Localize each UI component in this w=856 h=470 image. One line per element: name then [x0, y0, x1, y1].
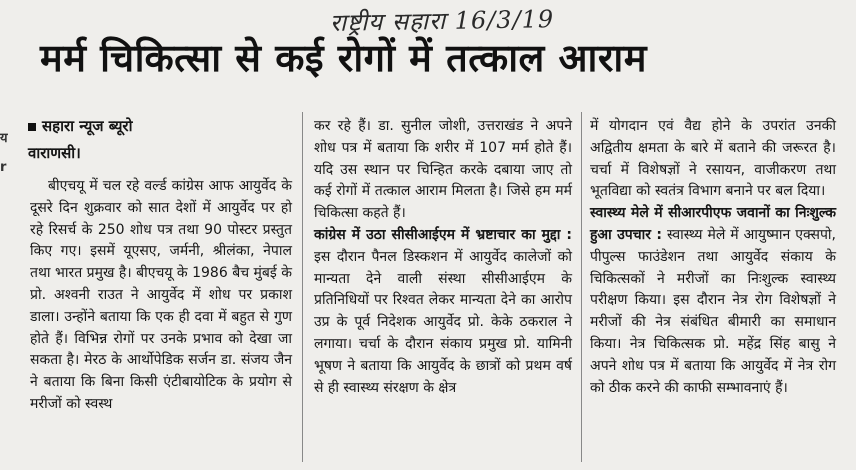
paragraph-text: स्वास्थ्य मेले में आयुष्मान एक्सपो, पीपुल्स फाउंडेशन तथा आयुर्वेद संकाय के चिकित्सकों ने मरीजों का निःशुल्क स्वास्थ्य परीक्षण किया। इस दौरान नेत्र रोग विशेषज्ञों ने मरीजों की नेत्र संबंधित बीमारी का समाधान किया। नेत्र चिकित्सक प्रो. महेंद्र सिंह बासु ने अपने शोध पत्र में बताया कि आयुर्वेद में नेत्र रोग को ठीक करने की काफी सम्भावनाएं हैं।: [590, 226, 836, 396]
paragraph-with-subhead: [314, 225, 572, 399]
article-column-2: [314, 116, 572, 399]
paragraph: कर रहे हैं। डा. सुनील जोशी, उत्तराखंड ने अपने शोध पत्र में बताया कि शरीर में 107 मर्म होते हैं। यदि उस स्थान पर चिन्हित करके दबाया जाए तो कई रोगों में तत्काल आराम मिलता है। जिसे हम मर्म चिकित्सा कहते हैं।: [314, 118, 572, 222]
dateline: वाराणसी।: [28, 144, 81, 162]
paragraph-with-subhead: [590, 203, 836, 399]
paragraph: में योगदान एवं वैद्य होने के उपरांत उनकी अद्वितीय क्षमता के बारे में बताने की जरूरत है। चर्चा में विशेषज्ञों ने रसायन, वाजीकरण तथा भूतविद्या को स्वतंत्र विभाग बनाने पर बल दिया।: [590, 118, 836, 200]
column-divider: [581, 112, 582, 462]
edge-mark: य: [0, 131, 8, 146]
paragraph: बीएचयू में चल रहे वर्ल्ड कांग्रेस आफ आयुर्वेद के दूसरे दिन शुक्रवार को सात देशों में आयुर्वेद पर हो रहे रिसर्च के 250 शोध पत्र तथा 90 पोस्टर प्रस्तुत किए गए। इसमें यूएसए, जर्मनी, श्रीलंका, नेपाल तथा भारत प्रमुख है। बीएचयू के 1986 बैच मुंबई के प्रो. अश्वनी राउत ने आयुर्वेद में शोध पर प्रकाश डाला। उन्होंने बताया कि एक ही दवा में बहुत से गुण होते हैं। विभिन्न रोगों पर उनके प्रभाव को देखा जा सकता है। मेरठ के आर्थोपेडिक सर्जन डा. संजय जैन ने बताया कि बिना किसी एंटीबायोटिक के प्रयोग से मरीजों को स्वस्थ: [30, 178, 292, 412]
headline: मर्म चिकित्सा से कई रोगों में तत्काल आराम: [40, 36, 647, 80]
byline: [28, 116, 132, 136]
subhead: कांग्रेस में उठा सीसीआईएम में भ्रष्टाचार का मुद्दा :: [314, 226, 572, 243]
paragraph-text: इस दौरान पैनल डिस्कशन में आयुर्वेद कालेजों को मान्यता देने वाली संस्था सीसीआईएम के प्रतिनिधियों पर रिश्वत लेकर मान्यता देने का आरोप उप्र के पूर्व निदेशक आयुर्वेद प्रो. केके ठकराल ने लगाया। चर्चा के दौरान संकाय प्रमुख प्रो. यामिनी भूषण ने बताया कि आयुर्वेद के छात्रों को प्रथम वर्ष से ही स्वास्थ्य संरक्षण के क्षेत्र: [314, 248, 572, 396]
article-column-1: [30, 176, 292, 416]
byline-text: सहारा न्यूज ब्यूरो: [42, 117, 133, 135]
edge-mark: r: [0, 160, 7, 175]
article-column-3: [590, 116, 836, 399]
bullet-square-icon: [28, 123, 36, 131]
column-divider: [302, 112, 303, 462]
subhead: स्वास्थ्य मेले में सीआरपीएफ जवानों का निःशुल्क हुआ उपचार :: [590, 205, 836, 243]
handwritten-date-note: राष्ट्रीय सहारा 16/3/19: [329, 5, 555, 37]
